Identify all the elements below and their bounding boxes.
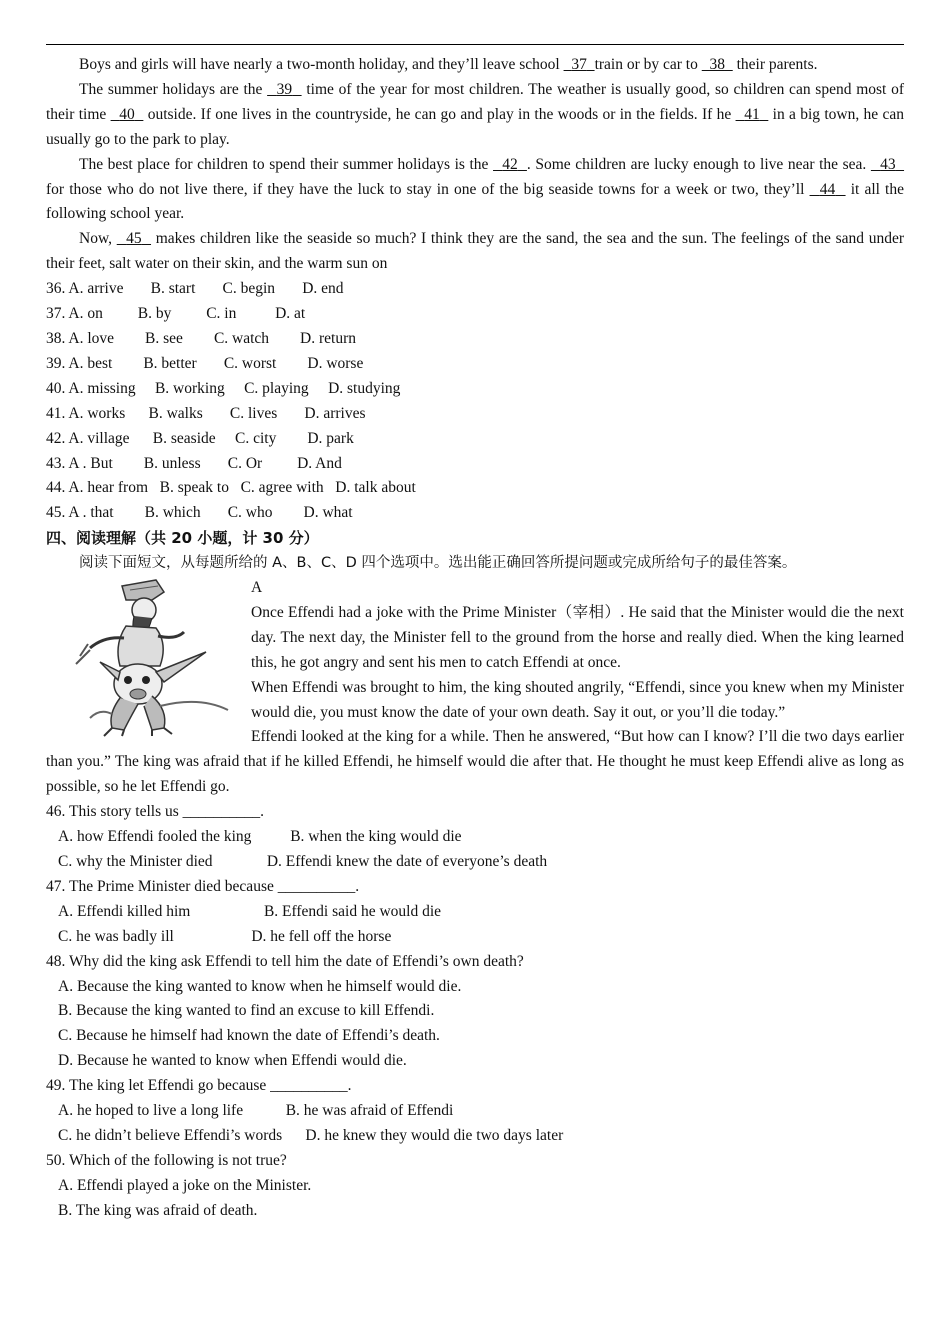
question-48: [46, 950, 904, 1075]
question-50: [46, 1149, 904, 1224]
blank-40: 40: [119, 105, 135, 123]
question-option-b: B. Because the king wanted to find an excuse to kill Effendi.: [58, 1002, 435, 1020]
question-options-row: A. how Effendi fooled the king B. when the king would die: [58, 828, 462, 846]
passage-paragraph-1: Once Effendi had a joke with the Prime Minister（宰相）. He said that the Minister would die the next day. The next day, the Minister fell to the ground from the horse and really died. When the king learned this, he got angry and sent his men to catch Effendi at once.: [251, 603, 904, 671]
blank-38: 38: [709, 56, 725, 73]
question-option-a: A. Effendi played a joke on the Minister.: [58, 1176, 312, 1194]
question-options-45: 45. A . that B. which C. who D. what: [46, 504, 353, 522]
question-options-row: C. he was badly ill D. he fell off the horse: [58, 927, 392, 945]
cloze-paragraph-4: Now, 45 makes children like the seaside so much? I think they are the sand, the sea and the sun. The feelings of the sand under their feet, salt water on their skin, and the warm sun on: [46, 230, 905, 273]
question-options-row: A. he hoped to live a long life B. he was afraid of Effendi: [58, 1102, 454, 1120]
cloze-options: [46, 277, 904, 526]
question-options-row: C. why the Minister died D. Effendi knew the date of everyone’s death: [58, 853, 548, 870]
question-option-d: D. Because he wanted to know when Effendi would die.: [58, 1052, 407, 1070]
question-stem: 48. Why did the king ask Effendi to tell him the date of Effendi’s own death?: [46, 952, 524, 970]
question-options-37: 37. A. on B. by C. in D. at: [46, 305, 306, 323]
blank-44: 44: [819, 180, 836, 198]
blank-45: 45: [126, 230, 142, 248]
cloze-paragraph-2: The summer holidays are the 39 time of the year for most children. The weather is usually good, so children can spend most of their time 40 outside. If one lives in the countryside, he can go and play in the woods or in the fields. If he 41 in a big town, he can usually go to the park to play.: [46, 80, 905, 148]
passage-paragraph-2: When Effendi was brought to him, the king shouted angrily, “Effendi, since you knew when my Minister would die, you must know the date of your own death. Say it out, or you’ll die today.”: [251, 678, 904, 721]
blank-39: 39: [276, 80, 293, 98]
passage-a: [46, 576, 904, 800]
section-title: 四、阅读理解（共 20 小题，计 30 分）: [46, 529, 319, 548]
question-option-c: C. Because he himself had known the date of Effendi’s death.: [58, 1027, 440, 1045]
content: [46, 53, 904, 1224]
question-options-40: 40. A. missing B. working C. playing D. studying: [46, 379, 401, 397]
question-options-42: 42. A. village B. seaside C. city D. park: [46, 429, 354, 447]
blank-37: 37: [571, 56, 587, 73]
question-option-a: A. Because the king wanted to know when he himself would die.: [58, 977, 462, 995]
blank-41: 41: [744, 105, 760, 123]
question-options-36: 36. A. arrive B. start C. begin D. end: [46, 280, 344, 298]
question-options-38: 38. A. love B. see C. watch D. return: [46, 329, 356, 347]
question-options-43: 43. A . But B. unless C. Or D. And: [46, 454, 342, 472]
question-options-row: C. he didn’t believe Effendi’s words D. he knew they would die two days later: [58, 1126, 564, 1144]
question-46: [46, 800, 904, 875]
question-stem: 49. The king let Effendi go because __________.: [46, 1077, 352, 1095]
question-47: [46, 875, 904, 950]
blank-42: 42: [502, 155, 518, 173]
question-stem: 46. This story tells us __________.: [46, 803, 265, 821]
effendi-illustration-icon: [60, 578, 238, 738]
question-stem: 50. Which of the following is not true?: [46, 1151, 287, 1169]
passage-paragraph-3: Effendi looked at the king for a while. Then he answered, “But how can I know? I’ll die two days earlier than you.” The king was afraid that if he killed Effendi, he himself would die after that. He thought he must keep Effendi alive as long as possible, so he let Effendi go.: [46, 728, 904, 796]
section-instruction: 阅读下面短文，从每题所给的 A、B、C、D 四个选项中。选出能正确回答所提问题或完成所给句子的最佳答案。: [79, 555, 797, 572]
passage-label: A: [251, 579, 263, 597]
question-option-b: B. The king was afraid of death.: [58, 1201, 258, 1219]
question-options-44: 44. A. hear from B. speak to C. agree with D. talk about: [46, 479, 416, 497]
question-options-39: 39. A. best B. better C. worst D. worse: [46, 354, 364, 372]
cloze-paragraph-3: The best place for children to spend their summer holidays is the 42 . Some children are lucky enough to live near the sea. 43 for those who do not live there, if they have the luck to stay in one of the big seaside towns for a week or two, they’ll 44 it all the following school year.: [46, 155, 904, 223]
header-rule: [46, 44, 904, 45]
question-stem: 47. The Prime Minister died because __________.: [46, 877, 360, 895]
blank-43: 43: [880, 155, 896, 173]
cloze-paragraph-1: Boys and girls will have nearly a two-month holiday, and they’ll leave school 37 train or by car to 38 their parents.: [79, 56, 818, 73]
question-options-41: 41. A. works B. walks C. lives D. arrives: [46, 404, 366, 422]
question-options-row: A. Effendi killed him B. Effendi said he would die: [58, 902, 442, 920]
question-49: [46, 1074, 904, 1149]
